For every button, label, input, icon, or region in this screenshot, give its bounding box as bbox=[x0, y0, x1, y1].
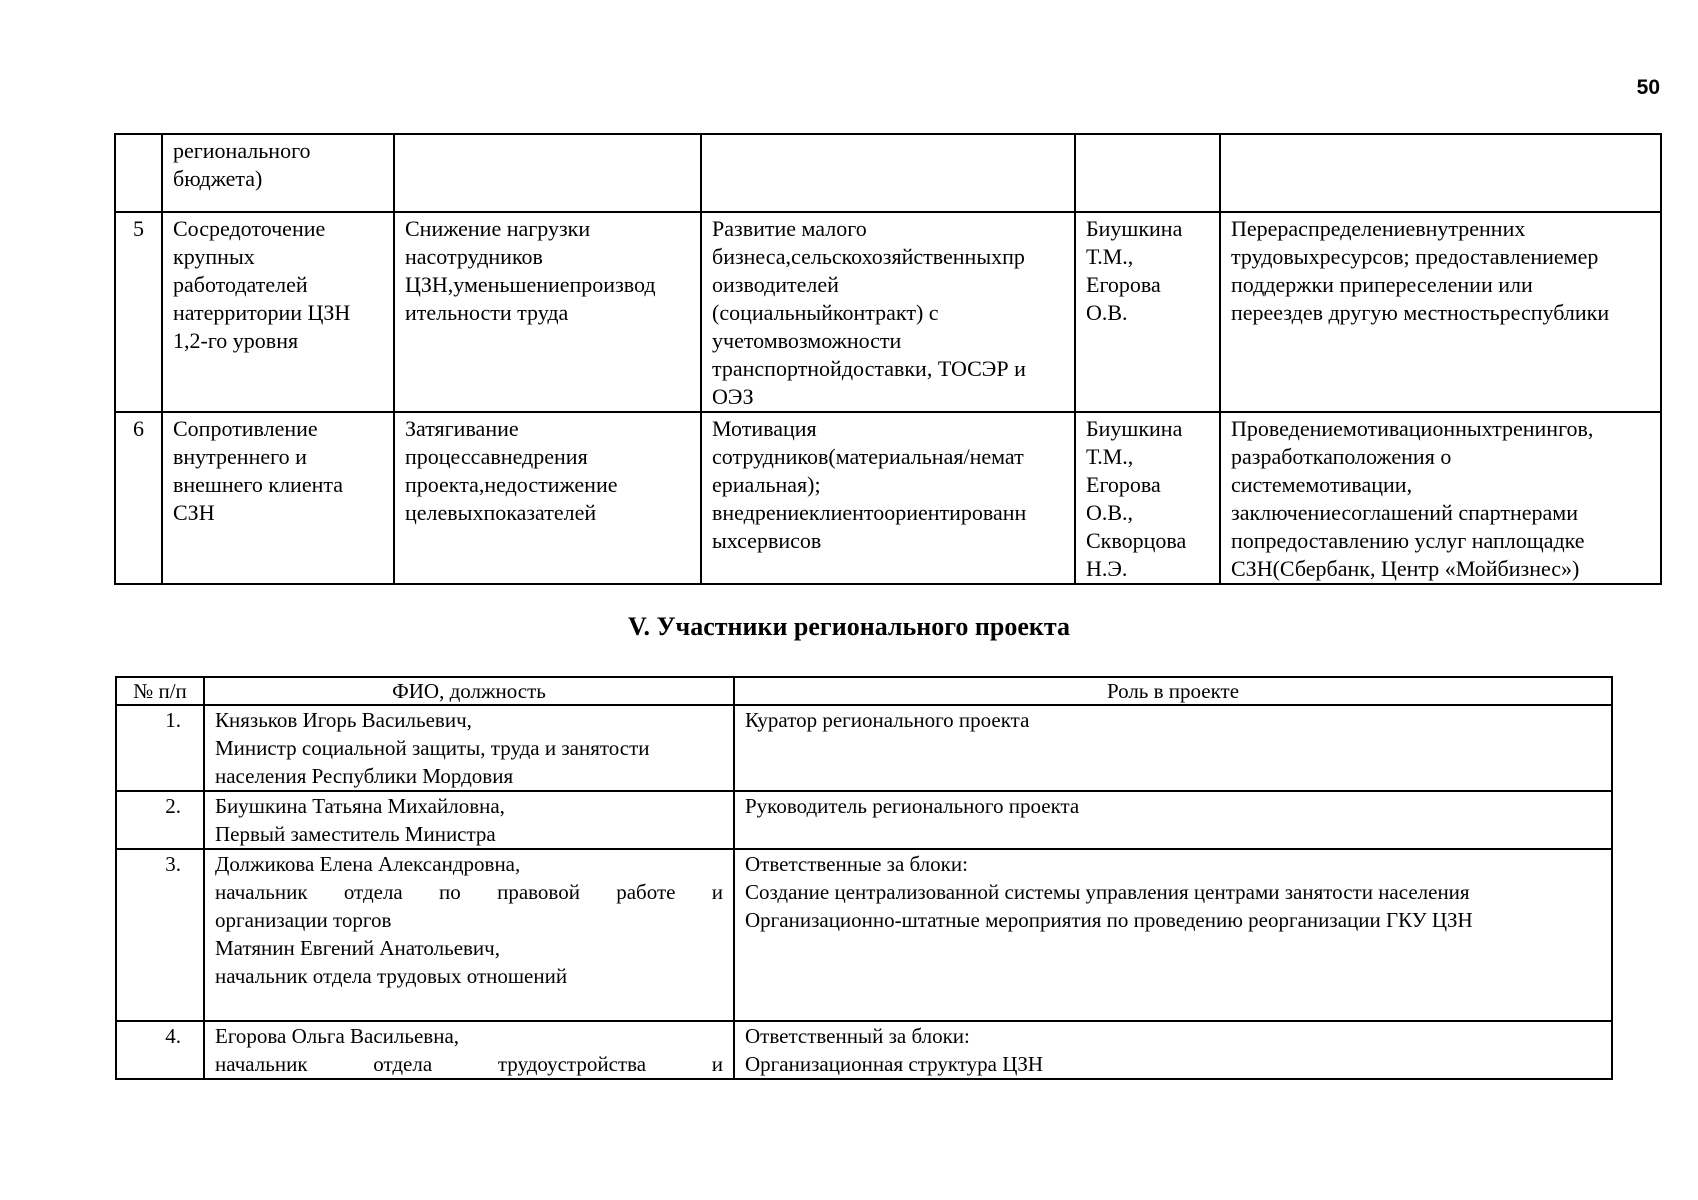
risk-mitigation: Мотивация сотрудников(материальная/немат ериальная); внедрениеклиентоориентированн ыхсервисов bbox=[701, 412, 1075, 584]
participant-number: 1. bbox=[116, 705, 204, 791]
risk-measures: Перераспределениевнутренних трудовыхресурсов; предоставлениемер поддержки припереселении или переездев другую местностьреспублики bbox=[1220, 212, 1661, 412]
risk-table bbox=[114, 133, 1662, 585]
role-line: Организационная структура ЦЗН bbox=[745, 1052, 1044, 1076]
participant-line: Первый заместитель Министра bbox=[215, 822, 496, 846]
risk-consequence: Снижение нагрузки насотрудников ЦЗН,уменьшениепроизвод ительности труда bbox=[394, 212, 701, 412]
participant-name-position bbox=[204, 791, 734, 849]
participant-line: начальник отдела трудоустройства и bbox=[215, 1052, 723, 1076]
table-row bbox=[116, 705, 1612, 791]
role-line: Организационно-штатные мероприятия по проведению реорганизации ГКУ ЦЗН bbox=[745, 908, 1473, 932]
risk-description: Сосредоточение крупных работодателей натерритории ЦЗН 1,2-го уровня bbox=[162, 212, 394, 412]
participant-line: населения Республики Мордовия bbox=[215, 764, 514, 788]
risk-measures: Проведениемотивационныхтренингов, разработкаположения о системемотивации, заключениесоглашений спартнерами попредоставлению услуг наплощадке СЗН(Сбербанк, Центр «Мойбизнес») bbox=[1220, 412, 1661, 584]
column-header-role: Роль в проекте bbox=[734, 677, 1612, 705]
risk-consequence bbox=[394, 134, 701, 212]
header-row bbox=[116, 677, 1612, 705]
participant-name-position bbox=[204, 849, 734, 1021]
role-line: Руководитель регионального проекта bbox=[745, 794, 1080, 818]
risk-number bbox=[115, 134, 162, 212]
risk-mitigation: Развитие малого бизнеса,сельскохозяйственныхпр оизводителей (социальныйконтракт) с учетомвозможности транспортнойдоставки, ТОСЭР и ОЭЗ bbox=[701, 212, 1075, 412]
table-row bbox=[116, 849, 1612, 1021]
participant-line: Министр социальной защиты, труда и занятости bbox=[215, 736, 650, 760]
participant-line: Егорова Ольга Васильевна, bbox=[215, 1024, 460, 1048]
section-title: V. Участники регионального проекта bbox=[628, 612, 1070, 641]
role-line: Ответственный за блоки: bbox=[745, 1024, 970, 1048]
role-line: Создание централизованной системы управления центрами занятости населения bbox=[745, 880, 1470, 904]
participant-number: 4. bbox=[116, 1021, 204, 1079]
table-row bbox=[115, 412, 1661, 584]
risk-consequence: Затягивание процессавнедрения проекта,недостижение целевыхпоказателей bbox=[394, 412, 701, 584]
participant-line: Должикова Елена Александровна, bbox=[215, 852, 521, 876]
role-line: Ответственные за блоки: bbox=[745, 852, 968, 876]
participant-number: 3. bbox=[116, 849, 204, 1021]
table-row bbox=[116, 791, 1612, 849]
participant-line: Матянин Евгений Анатольевич, bbox=[215, 936, 500, 960]
role-line: Куратор регионального проекта bbox=[745, 708, 1030, 732]
page-number: 50 bbox=[1636, 76, 1660, 99]
participant-role bbox=[734, 791, 1612, 849]
participant-name-position bbox=[204, 1021, 734, 1079]
risk-description: регионального бюджета) bbox=[162, 134, 394, 212]
risk-mitigation bbox=[701, 134, 1075, 212]
participant-line: организации торгов bbox=[215, 908, 392, 932]
column-header-name: ФИО, должность bbox=[204, 677, 734, 705]
risk-description: Сопротивление внутреннего и внешнего клиента СЗН bbox=[162, 412, 394, 584]
participant-line: Князьков Игорь Васильевич, bbox=[215, 708, 472, 732]
participants-table bbox=[115, 676, 1613, 1080]
participant-role bbox=[734, 1021, 1612, 1079]
participant-name-position bbox=[204, 705, 734, 791]
participant-role bbox=[734, 705, 1612, 791]
table-row bbox=[115, 134, 1661, 212]
risk-number: 6 bbox=[115, 412, 162, 584]
participant-role bbox=[734, 849, 1612, 1021]
table-row bbox=[115, 212, 1661, 412]
risk-number: 5 bbox=[115, 212, 162, 412]
risk-responsible: Биушкина Т.М., Егорова О.В. bbox=[1075, 212, 1220, 412]
participant-line: начальник отдела по правовой работе и bbox=[215, 880, 723, 904]
risk-responsible bbox=[1075, 134, 1220, 212]
table-row bbox=[116, 1021, 1612, 1079]
participant-number: 2. bbox=[116, 791, 204, 849]
column-header-number: № п/п bbox=[116, 677, 204, 705]
risk-responsible: Биушкина Т.М., Егорова О.В., Скворцова Н.Э. bbox=[1075, 412, 1220, 584]
participant-line: начальник отдела трудовых отношений bbox=[215, 964, 568, 988]
risk-measures bbox=[1220, 134, 1661, 212]
participant-line: Биушкина Татьяна Михайловна, bbox=[215, 794, 505, 818]
